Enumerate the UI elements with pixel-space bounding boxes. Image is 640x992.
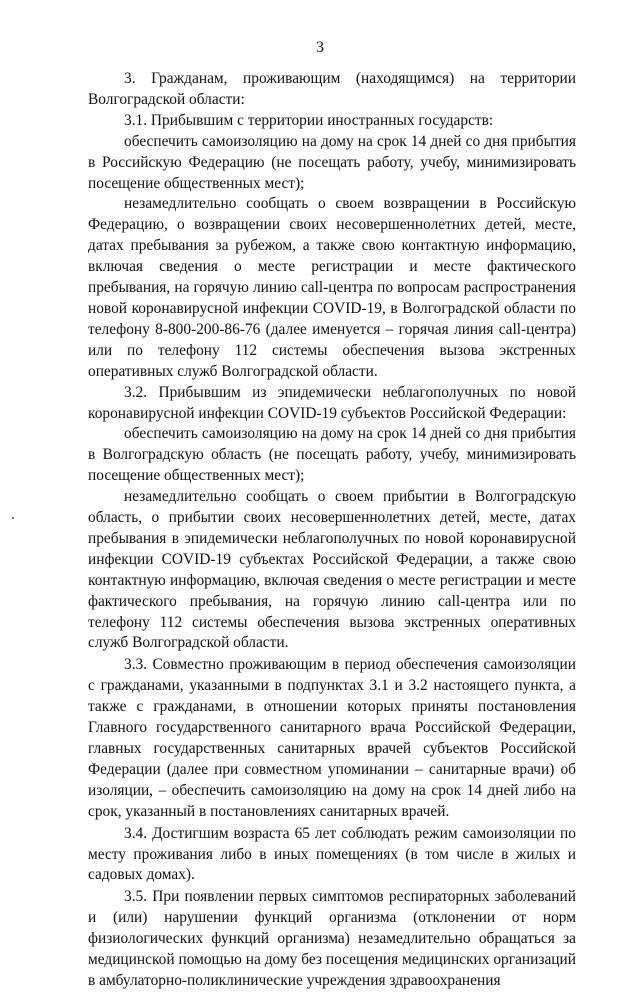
paragraph-3-1-report: незамедлительно сообщать о своем возвращении в Российскую Федерацию, о возвращении своих несовершеннолетних детей, месте, датах пребывания за рубежом, а также свою контактную информацию, включая сведения о месте регистрации и месте фактического пребывания, на горячую линию call-центра по вопросам распространения новой коронавирусной инфекции COVID-19, в Волгоградской области по телефону 8-800-200-86-76 (далее именуется – горячая линия call-центра) или по телефону 112 системы обеспечения вызова экстренных оперативных служб Волгоградской области. [88,195,576,380]
paragraph-3-4: 3.4. Достигшим возраста 65 лет соблюдать режим самоизоляции по месту проживания либо в иных помещениях (в том числе в жилых и садовых домах). [88,824,576,884]
page-number: 3 [316,39,324,56]
paragraph-3-2-selfisolation: обеспечить самоизоляцию на дому на срок 14 дней со дня прибытия в Волгоградскую область (не посещать работу, учебу, минимизировать посещение общественных мест); [88,425,576,485]
paragraph-3-2-report: незамедлительно сообщать о своем прибытии в Волгоградскую область, о прибытии своих несовершеннолетних детей, месте, датах пребывания в эпидемически неблагополучных по новой коронавирусной инфекции COVID-19 субъектах Российской Федерации, а также свою контактную информацию, включая сведения о месте регистрации и месте фактического пребывания, на горячую линию call-центра или по телефону 112 системы обеспечения вызова экстренных оперативных служб Волгоградской области. [88,488,576,652]
paragraph-3-1-heading: 3.1. Прибывшим с территории иностранных государств: [124,111,494,129]
paragraph-3-5: 3.5. При появлении первых симптомов респираторных заболеваний и (или) нарушении функций организма (отклонении от норм физиологических функций организма) незамедлительно обращаться за медицинской помощью на дому без посещения медицинских организаций в амбулаторно-поликлинические учреждения здравоохранения [88,888,576,989]
document-body [88,69,576,992]
paragraph-3-2-heading: 3.2. Прибывшим из эпидемически неблагополучных по новой коронавирусной инфекции COVID-19 субъектов Российской Федерации: [88,383,576,422]
paragraph-3-3: 3.3. Совместно проживающим в период обеспечения самоизоляции с гражданами, указанными в подпунктах 3.1 и 3.2 настоящего пункта, а также с гражданами, в отношении которых приняты постановления Главного государственного санитарного врача Российской Федерации, главных государственных санитарных врачей субъектов Российской Федерации (далее при совместном упоминании – санитарные врачи) об изоляции, – обеспечить самоизоляцию на дому на срок 14 дней либо на срок, указанный в постановлениях санитарных врачей. [88,656,576,820]
paragraph-3-heading: 3. Гражданам, проживающим (находящимся) на территории Волгоградской области: [88,70,576,108]
scan-speck [12,517,14,519]
paragraph-3-1-selfisolation: обеспечить самоизоляцию на дому на срок 14 дней со дня прибытия в Российскую Федерацию (не посещать работу, учебу, минимизировать посещение общественных мест); [88,132,576,192]
